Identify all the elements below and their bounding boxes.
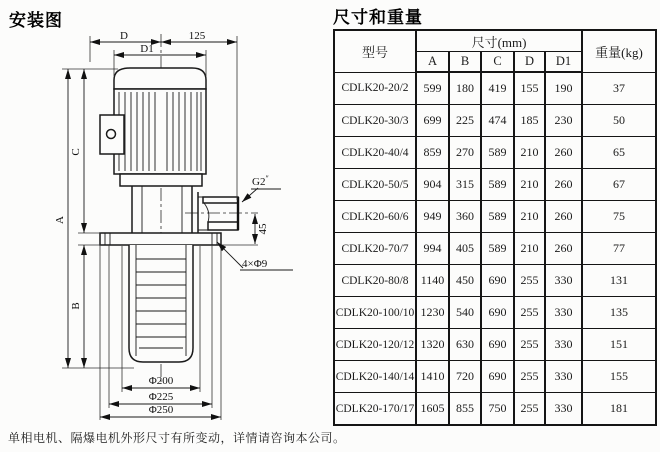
leader-g2 [242,188,258,202]
dim-label-125: 125 [188,30,206,42]
table-head [334,30,656,72]
dim-label-d: D [120,30,128,42]
cell-model: CDLK20-80/8 [334,265,416,297]
cell-model: CDLK20-70/7 [334,233,416,265]
footer-note: 单相电机、隔爆电机外形尺寸有所变动，详情请咨询本公司。 [8,431,346,445]
mounting-plate [100,233,221,245]
table-row [334,201,656,233]
dimensions-table [333,29,657,426]
dim-label-b: B [70,302,82,310]
cable-entry-hole [107,130,116,139]
cell-d1: 230 [545,105,582,137]
header-size-group: 尺寸(mm) [416,30,582,52]
motor-base-flange [120,174,202,186]
header-col-d1: D1 [545,52,582,73]
cell-model: CDLK20-50/5 [334,169,416,201]
cell-a: 994 [416,233,449,265]
cell-weight: 75 [582,201,656,233]
port-neck [204,203,209,222]
cell-b: 180 [449,72,481,105]
cell-d1: 330 [545,393,582,426]
cell-model: CDLK20-120/12 [334,329,416,361]
cell-model: CDLK20-100/10 [334,297,416,329]
cell-d: 255 [514,297,545,329]
table-row [334,329,656,361]
motor-cap [114,68,206,89]
cell-c: 419 [481,72,514,105]
table-row [334,233,656,265]
support-inner-columns [142,186,182,233]
cell-a: 1230 [416,297,449,329]
cell-b: 270 [449,137,481,169]
header-col-b: B [449,52,481,73]
cell-d1: 260 [545,233,582,265]
dim-label-phi250: Φ250 [148,404,174,416]
cell-b: 450 [449,265,481,297]
cell-weight: 65 [582,137,656,169]
table-row [334,169,656,201]
dim-label-phi225: Φ225 [148,391,174,403]
cell-weight: 155 [582,361,656,393]
cell-c: 589 [481,233,514,265]
cell-d: 155 [514,72,545,105]
header-row-group [334,30,656,52]
cell-d: 210 [514,137,545,169]
header-col-a: A [416,52,449,73]
cell-weight: 67 [582,169,656,201]
cell-b: 630 [449,329,481,361]
table-title: 尺寸和重量 [333,8,423,27]
table-row [334,72,656,105]
dim-label-45: 45 [257,223,269,235]
cell-d: 255 [514,361,545,393]
dim-label-c: C [70,148,82,156]
cell-weight: 50 [582,105,656,137]
cell-d: 255 [514,265,545,297]
pump-support [132,186,198,233]
table-row [334,361,656,393]
g2-base: G2 [252,176,266,188]
dim-label-a: A [54,216,66,224]
cell-a: 1140 [416,265,449,297]
cell-a: 949 [416,201,449,233]
port-top-flange [203,197,238,203]
motor-body [114,89,206,174]
cell-d1: 260 [545,169,582,201]
cell-model: CDLK20-140/14 [334,361,416,393]
cell-b: 315 [449,169,481,201]
cell-weight: 135 [582,297,656,329]
g2-sup: ″ [265,174,269,183]
cell-d1: 330 [545,329,582,361]
dim-label-holes: 4×Φ9 [242,258,268,270]
cell-c: 690 [481,265,514,297]
cell-b: 360 [449,201,481,233]
cell-d1: 260 [545,137,582,169]
barrel-outline [129,245,193,362]
cell-weight: 151 [582,329,656,361]
cell-b: 405 [449,233,481,265]
table-row [334,105,656,137]
header-col-d: D [514,52,545,73]
outlet-port [198,197,238,230]
cell-a: 1410 [416,361,449,393]
cell-c: 474 [481,105,514,137]
table-row [334,297,656,329]
cell-a: 699 [416,105,449,137]
cell-c: 589 [481,137,514,169]
dim-label-g2 [252,174,269,188]
header-col-c: C [481,52,514,73]
cell-d: 210 [514,201,545,233]
cell-model: CDLK20-170/17 [334,393,416,426]
cell-c: 690 [481,361,514,393]
table-row [334,137,656,169]
dim-label-d1: D1 [140,43,154,55]
cell-model: CDLK20-30/3 [334,105,416,137]
table-row [334,265,656,297]
dim-label-phi200: Φ200 [148,375,174,387]
table-body [334,72,656,425]
cell-c: 589 [481,169,514,201]
plate-body [100,233,221,245]
cell-c: 589 [481,201,514,233]
diagram-title: 安装图 [9,11,63,30]
cell-b: 855 [449,393,481,426]
cell-d1: 330 [545,265,582,297]
cell-weight: 131 [582,265,656,297]
table-row [334,393,656,426]
cell-d1: 330 [545,361,582,393]
motor-group [100,68,206,186]
cell-c: 690 [481,329,514,361]
cell-d: 255 [514,393,545,426]
cell-model: CDLK20-60/6 [334,201,416,233]
cell-b: 540 [449,297,481,329]
cell-model: CDLK20-40/4 [334,137,416,169]
cell-a: 904 [416,169,449,201]
pump-barrel [129,245,193,362]
cell-d: 185 [514,105,545,137]
cell-a: 1605 [416,393,449,426]
header-weight: 重量(kg) [582,30,656,72]
port-bottom-flange [208,222,238,230]
cell-weight: 77 [582,233,656,265]
support-outer-columns [132,186,192,233]
cell-d: 255 [514,329,545,361]
cell-d1: 260 [545,201,582,233]
cell-weight: 181 [582,393,656,426]
cell-c: 690 [481,297,514,329]
cell-c: 750 [481,393,514,426]
cell-a: 599 [416,72,449,105]
cell-model: CDLK20-20/2 [334,72,416,105]
cell-d1: 190 [545,72,582,105]
cell-b: 720 [449,361,481,393]
cell-a: 1320 [416,329,449,361]
cell-weight: 37 [582,72,656,105]
cell-d: 210 [514,233,545,265]
cell-b: 225 [449,105,481,137]
cell-d1: 330 [545,297,582,329]
cell-a: 859 [416,137,449,169]
cell-d: 210 [514,169,545,201]
header-model: 型号 [334,30,416,72]
